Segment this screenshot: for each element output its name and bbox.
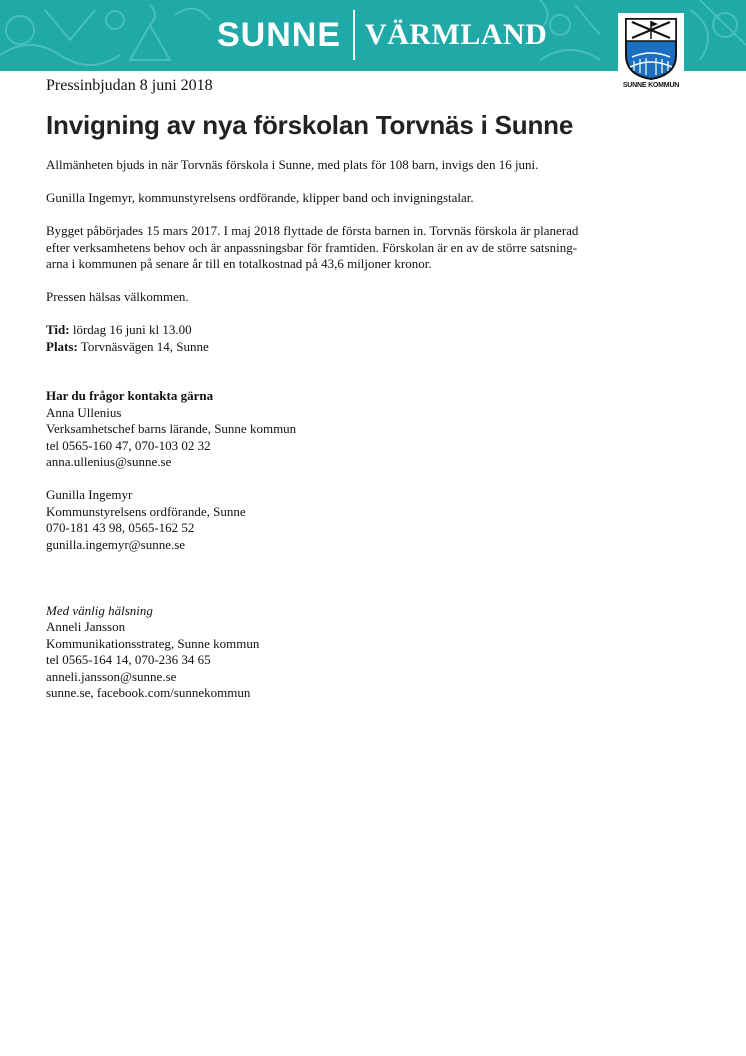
contact2-email[interactable]: gunilla.ingemyr@sunne.se [46, 536, 186, 552]
contacts-heading: Har du frågor kontakta gärna [46, 388, 214, 403]
municipal-crest [618, 13, 684, 94]
press-dateline: Pressinbjudan 8 juni 2018 [46, 77, 213, 94]
paragraph-invitation: Allmänheten bjuds in när Torvnäs förskola i Sunne, med plats för 108 barn, invigs den 16 juni. [46, 157, 539, 172]
brand-varmland: VÄRMLAND [365, 18, 548, 51]
paragraph-construction-line-1: Bygget påbörjades 15 mars 2017. I maj 2018 flyttade de första barnen in. Torvnäs förskola är planerad [46, 223, 579, 238]
place-label: Plats: [46, 338, 78, 354]
contact1-role: Verksamhetschef barns lärande, Sunne kommun [46, 421, 297, 436]
contact1-name: Anna Ullenius [46, 404, 122, 420]
paragraph-construction-line-3: arna i kommunen på senare år till en totalkostnad på 43,6 miljoner kronor. [46, 256, 432, 271]
coat-of-arms-icon [624, 17, 678, 81]
place-value: Torvnäsvägen 14, Sunne [77, 338, 209, 354]
signoff-name: Anneli Jansson [46, 619, 126, 634]
document-body [46, 157, 626, 702]
signoff-role: Kommunikationsstrateg, Sunne kommun [46, 635, 260, 651]
contact2-role: Kommunstyrelsens ordförande, Sunne [46, 503, 246, 519]
crest-caption: SUNNE KOMMUN [622, 82, 680, 89]
time-value: lördag 16 juni kl 13.00 [69, 322, 192, 337]
paragraph-construction-line-2: efter verksamhetens behov och är anpassningsbar för framtiden. Förskolan är en av de större satsning- [46, 239, 578, 255]
time-label: Tid: [46, 322, 70, 337]
page-title: Invigning av nya förskolan Torvnäs i Sunne [46, 110, 574, 140]
signoff-greeting: Med vänlig hälsning [46, 602, 153, 618]
brand-divider [353, 10, 355, 60]
contact2-name: Gunilla Ingemyr [46, 487, 133, 502]
event-place [46, 339, 626, 356]
contact1-phone: tel 0565-160 47, 070-103 02 32 [46, 437, 211, 453]
contact2-phone: 070-181 43 98, 0565-162 52 [46, 520, 195, 535]
event-time [46, 322, 626, 339]
signoff-email[interactable]: anneli.jansson@sunne.se [46, 668, 177, 684]
contact1-email[interactable]: anna.ullenius@sunne.se [46, 454, 172, 469]
brand-logo [217, 9, 547, 61]
signoff-phone: tel 0565-164 14, 070-236 34 65 [46, 652, 211, 667]
paragraph-press-welcome: Pressen hälsas välkommen. [46, 289, 189, 304]
signoff-web-links[interactable]: sunne.se, facebook.com/sunnekommun [46, 685, 251, 700]
paragraph-ribbon-cutting: Gunilla Ingemyr, kommunstyrelsens ordförande, klipper band och invigningstalar. [46, 190, 474, 205]
brand-sunne: SUNNE [217, 15, 342, 54]
